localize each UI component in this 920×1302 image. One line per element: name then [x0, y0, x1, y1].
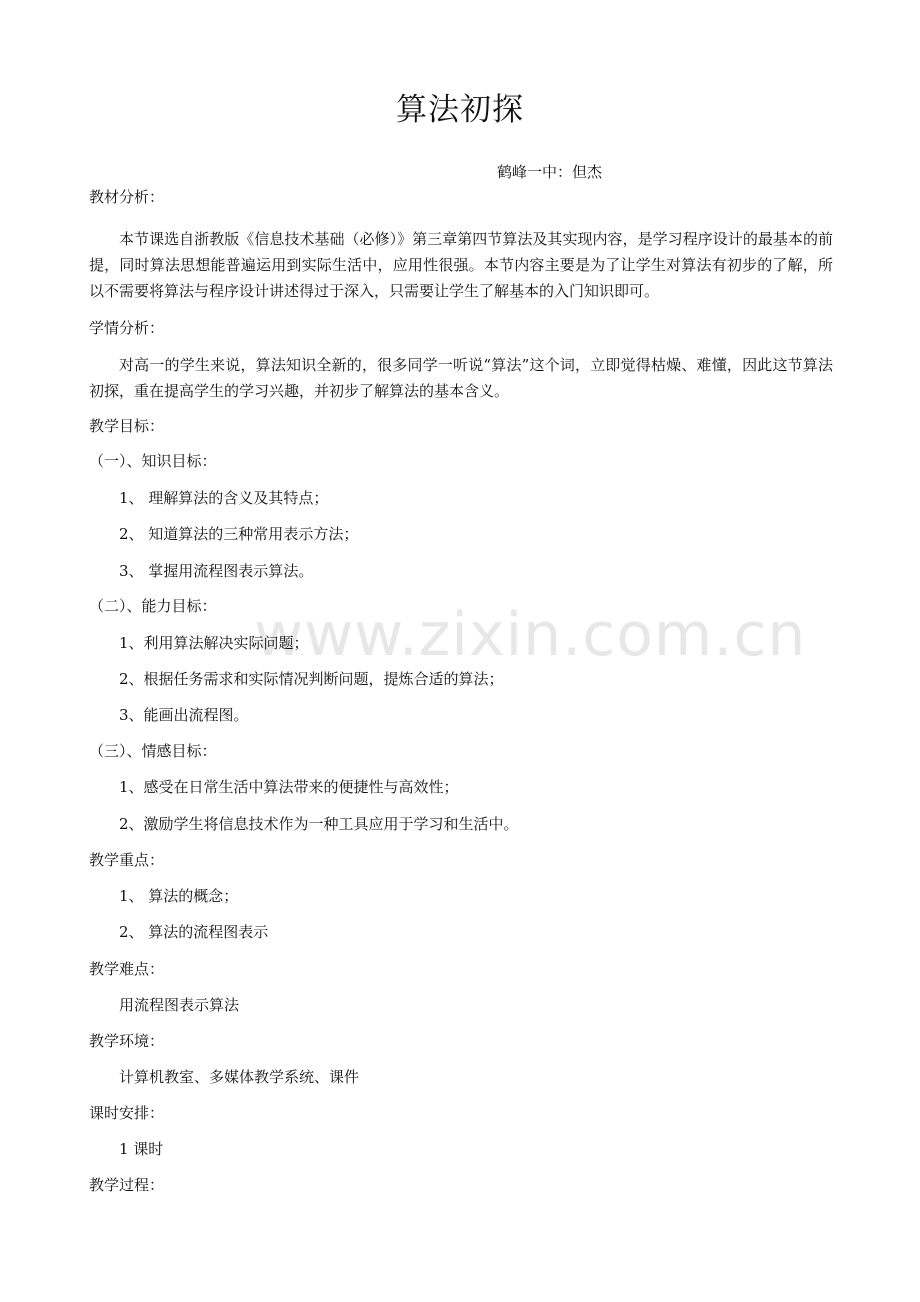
student-analysis-heading: 学情分析：	[89, 319, 165, 337]
knowledge-objective-item: 2、 知道算法的三种常用表示方法；	[119, 525, 359, 543]
emotion-objectives-heading: （三）、情感目标：	[89, 742, 217, 760]
key-point-item: 1、 算法的概念；	[119, 887, 239, 905]
key-point-item: 2、 算法的流程图表示	[119, 923, 269, 941]
textbook-analysis-body: 本节课选自浙教版《信息技术基础（必修）》第三章第四节算法及其实现内容，是学习程序设计的最基本的前提，同时算法思想能普遍运用到实际生活中，应用性很强。本节内容主要是为了让学生对算法有初步的了解，所以不需要将算法与程序设计讲述得过于深入，只需要让学生了解基本的入门知识即可。	[89, 230, 833, 300]
knowledge-objective-item: 1、 理解算法的含义及其特点；	[119, 489, 329, 507]
textbook-analysis-heading: 教材分析：	[89, 188, 165, 206]
knowledge-objectives-heading: （一）、知识目标：	[89, 452, 217, 470]
knowledge-objective-item: 3、 掌握用流程图表示算法。	[119, 562, 314, 580]
environment-body: 计算机教室、多媒体教学系统、课件	[119, 1068, 360, 1086]
environment-heading: 教学环境：	[89, 1032, 165, 1050]
ability-objectives-heading: （二）、能力目标：	[89, 597, 217, 615]
process-heading: 教学过程：	[89, 1176, 165, 1194]
schedule-heading: 课时安排：	[89, 1104, 165, 1122]
emotion-objective-item: 2、激励学生将信息技术作为一种工具应用于学习和生活中。	[119, 815, 519, 833]
ability-objective-item: 3、能画出流程图。	[119, 706, 249, 724]
emotion-objective-item: 1、感受在日常生活中算法带来的便捷性与高效性；	[119, 778, 459, 796]
difficulties-body: 用流程图表示算法	[119, 996, 240, 1014]
ability-objective-item: 2、根据任务需求和实际情况判断问题，提炼合适的算法；	[119, 670, 504, 688]
difficulties-heading: 教学难点：	[89, 960, 165, 978]
objectives-heading: 教学目标：	[89, 417, 165, 435]
author-byline: 鹤峰一中：但杰	[497, 163, 603, 181]
ability-objective-item: 1、利用算法解决实际问题；	[119, 634, 309, 652]
key-points-heading: 教学重点：	[89, 851, 165, 869]
schedule-body: 1 课时	[119, 1140, 164, 1158]
watermark: www.zixin.com.cn	[254, 600, 807, 670]
student-analysis-body: 对高一的学生来说，算法知识全新的，很多同学一听说“算法”这个词，立即觉得枯燥、难懂，因此这节算法初探，重在提高学生的学习兴趣，并初步了解算法的基本含义。	[89, 356, 833, 400]
document-title: 算法初探	[396, 92, 524, 128]
